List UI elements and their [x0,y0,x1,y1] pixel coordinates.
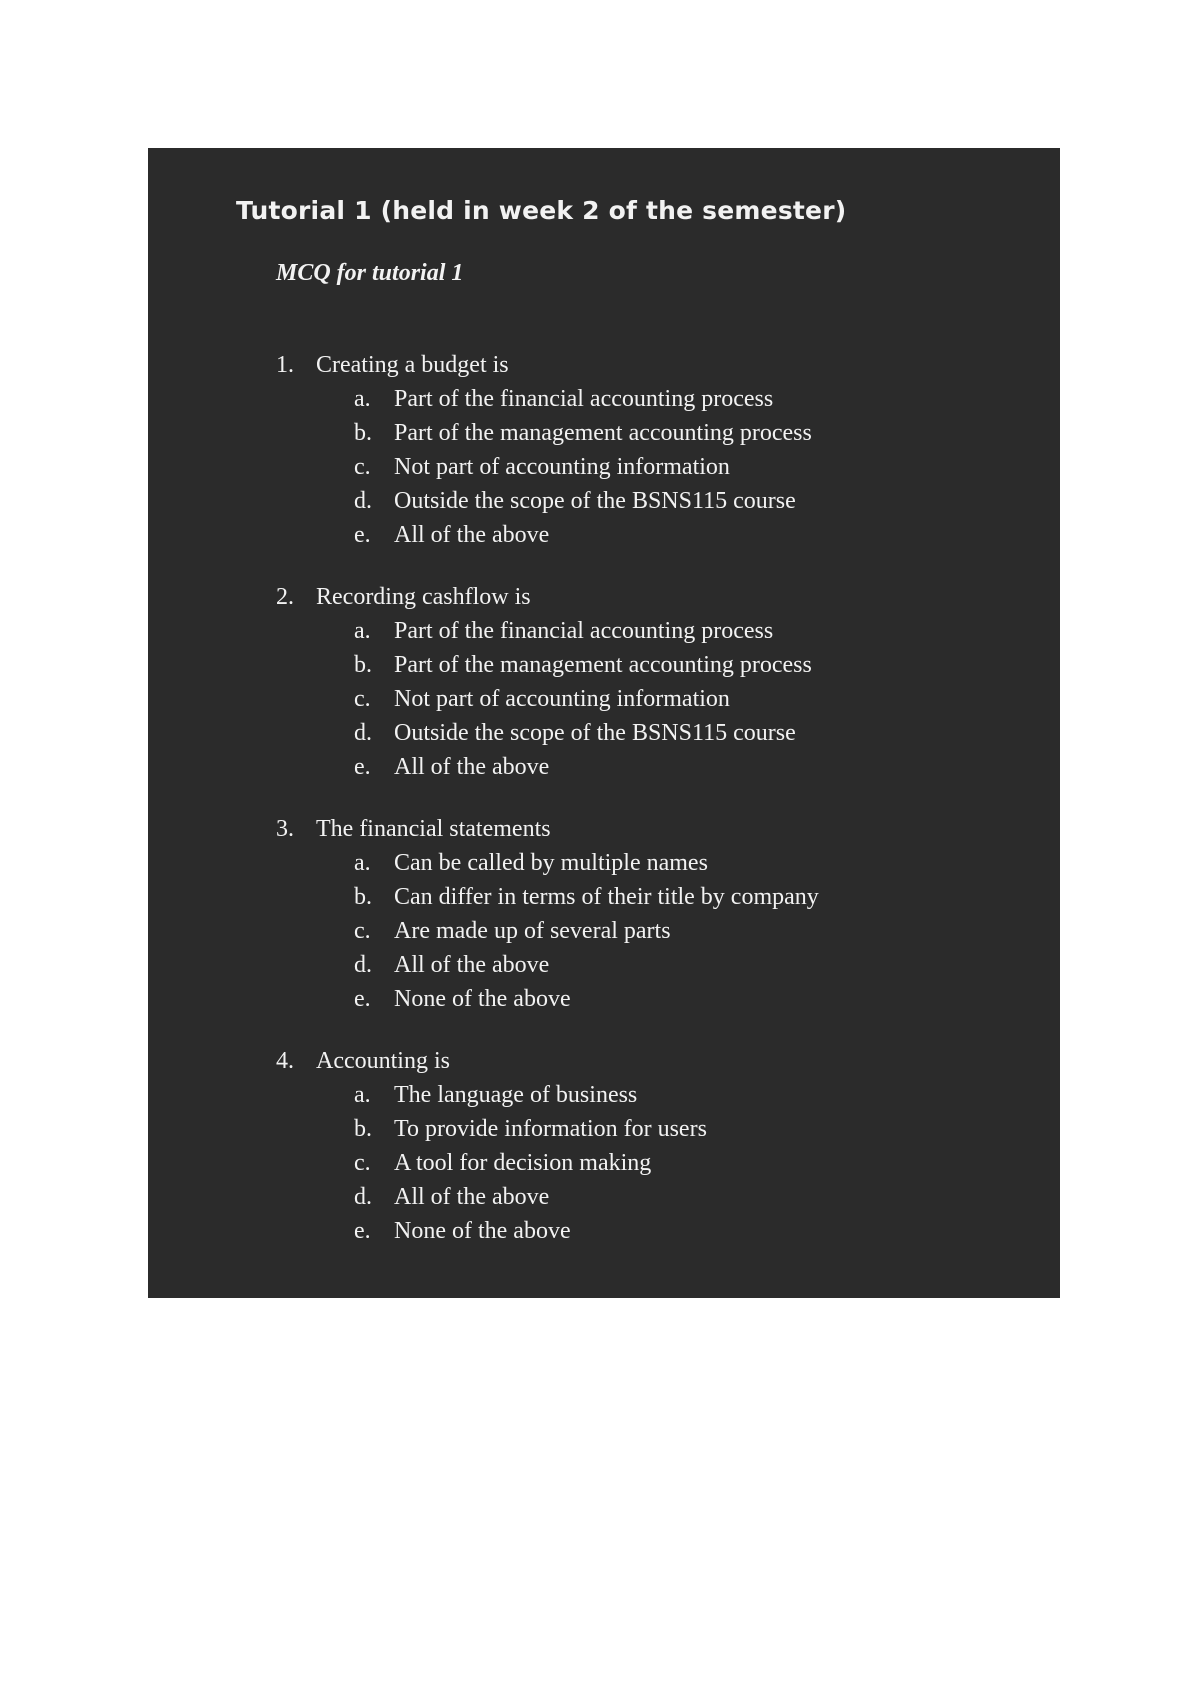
option-e [354,982,1036,1016]
document-panel [148,148,1060,1298]
question-text: Creating a budget is [316,352,509,378]
option-text: Outside the scope of the BSNS115 course [394,488,796,514]
question-number: 2. [276,584,294,610]
option-letter: e. [354,986,371,1012]
question-4 [276,1044,1036,1248]
option-letter: c. [354,454,371,480]
option-c [354,1146,1036,1180]
option-text: Not part of accounting information [394,454,730,480]
option-letter: c. [354,686,371,712]
option-letter: a. [354,850,371,876]
option-text: All of the above [394,952,550,978]
option-text: Are made up of several parts [394,918,671,944]
option-b [354,648,1036,682]
option-letter: a. [354,618,371,644]
question-text: Accounting is [316,1048,450,1074]
option-a [354,846,1036,880]
option-letter: b. [354,1116,372,1142]
option-text: Part of the financial accounting process [394,386,774,412]
option-letter: d. [354,720,372,746]
question-stem [276,580,1036,614]
question-1 [276,348,1036,552]
option-list [276,1078,1036,1248]
option-letter: c. [354,1150,371,1176]
option-letter: b. [354,420,372,446]
option-letter: d. [354,952,372,978]
option-b [354,880,1036,914]
option-list [276,846,1036,1016]
option-list [276,614,1036,784]
option-c [354,914,1036,948]
option-letter: e. [354,1218,371,1244]
option-e [354,518,1036,552]
option-list [276,382,1036,552]
document-title: Tutorial 1 (held in week 2 of the semester) [236,196,847,225]
question-stem [276,812,1036,846]
option-text: None of the above [394,1218,571,1244]
option-d [354,716,1036,750]
question-text: Recording cashflow is [316,584,531,610]
option-text: A tool for decision making [394,1150,652,1176]
option-letter: e. [354,522,371,548]
option-text: Can differ in terms of their title by company [394,884,819,910]
question-3 [276,812,1036,1016]
option-c [354,682,1036,716]
option-letter: a. [354,386,371,412]
option-d [354,484,1036,518]
question-stem [276,1044,1036,1078]
option-d [354,1180,1036,1214]
option-text: The language of business [394,1082,638,1108]
question-list [276,348,1036,1276]
option-a [354,614,1036,648]
question-number: 3. [276,816,294,842]
option-text: All of the above [394,754,550,780]
option-e [354,1214,1036,1248]
option-text: All of the above [394,1184,550,1210]
option-a [354,382,1036,416]
option-a [354,1078,1036,1112]
question-text: The financial statements [316,816,551,842]
option-letter: c. [354,918,371,944]
option-b [354,1112,1036,1146]
option-letter: e. [354,754,371,780]
option-text: Can be called by multiple names [394,850,708,876]
option-text: Part of the financial accounting process [394,618,774,644]
option-text: None of the above [394,986,571,1012]
option-text: Part of the management accounting process [394,420,812,446]
question-stem [276,348,1036,382]
option-text: Part of the management accounting process [394,652,812,678]
option-letter: d. [354,488,372,514]
document-subtitle: MCQ for tutorial 1 [276,260,464,286]
option-b [354,416,1036,450]
option-letter: d. [354,1184,372,1210]
option-d [354,948,1036,982]
option-text: Outside the scope of the BSNS115 course [394,720,796,746]
question-number: 1. [276,352,294,378]
question-number: 4. [276,1048,294,1074]
option-c [354,450,1036,484]
option-text: To provide information for users [394,1116,707,1142]
question-2 [276,580,1036,784]
option-letter: b. [354,652,372,678]
option-text: Not part of accounting information [394,686,730,712]
option-e [354,750,1036,784]
option-letter: b. [354,884,372,910]
option-text: All of the above [394,522,550,548]
option-letter: a. [354,1082,371,1108]
